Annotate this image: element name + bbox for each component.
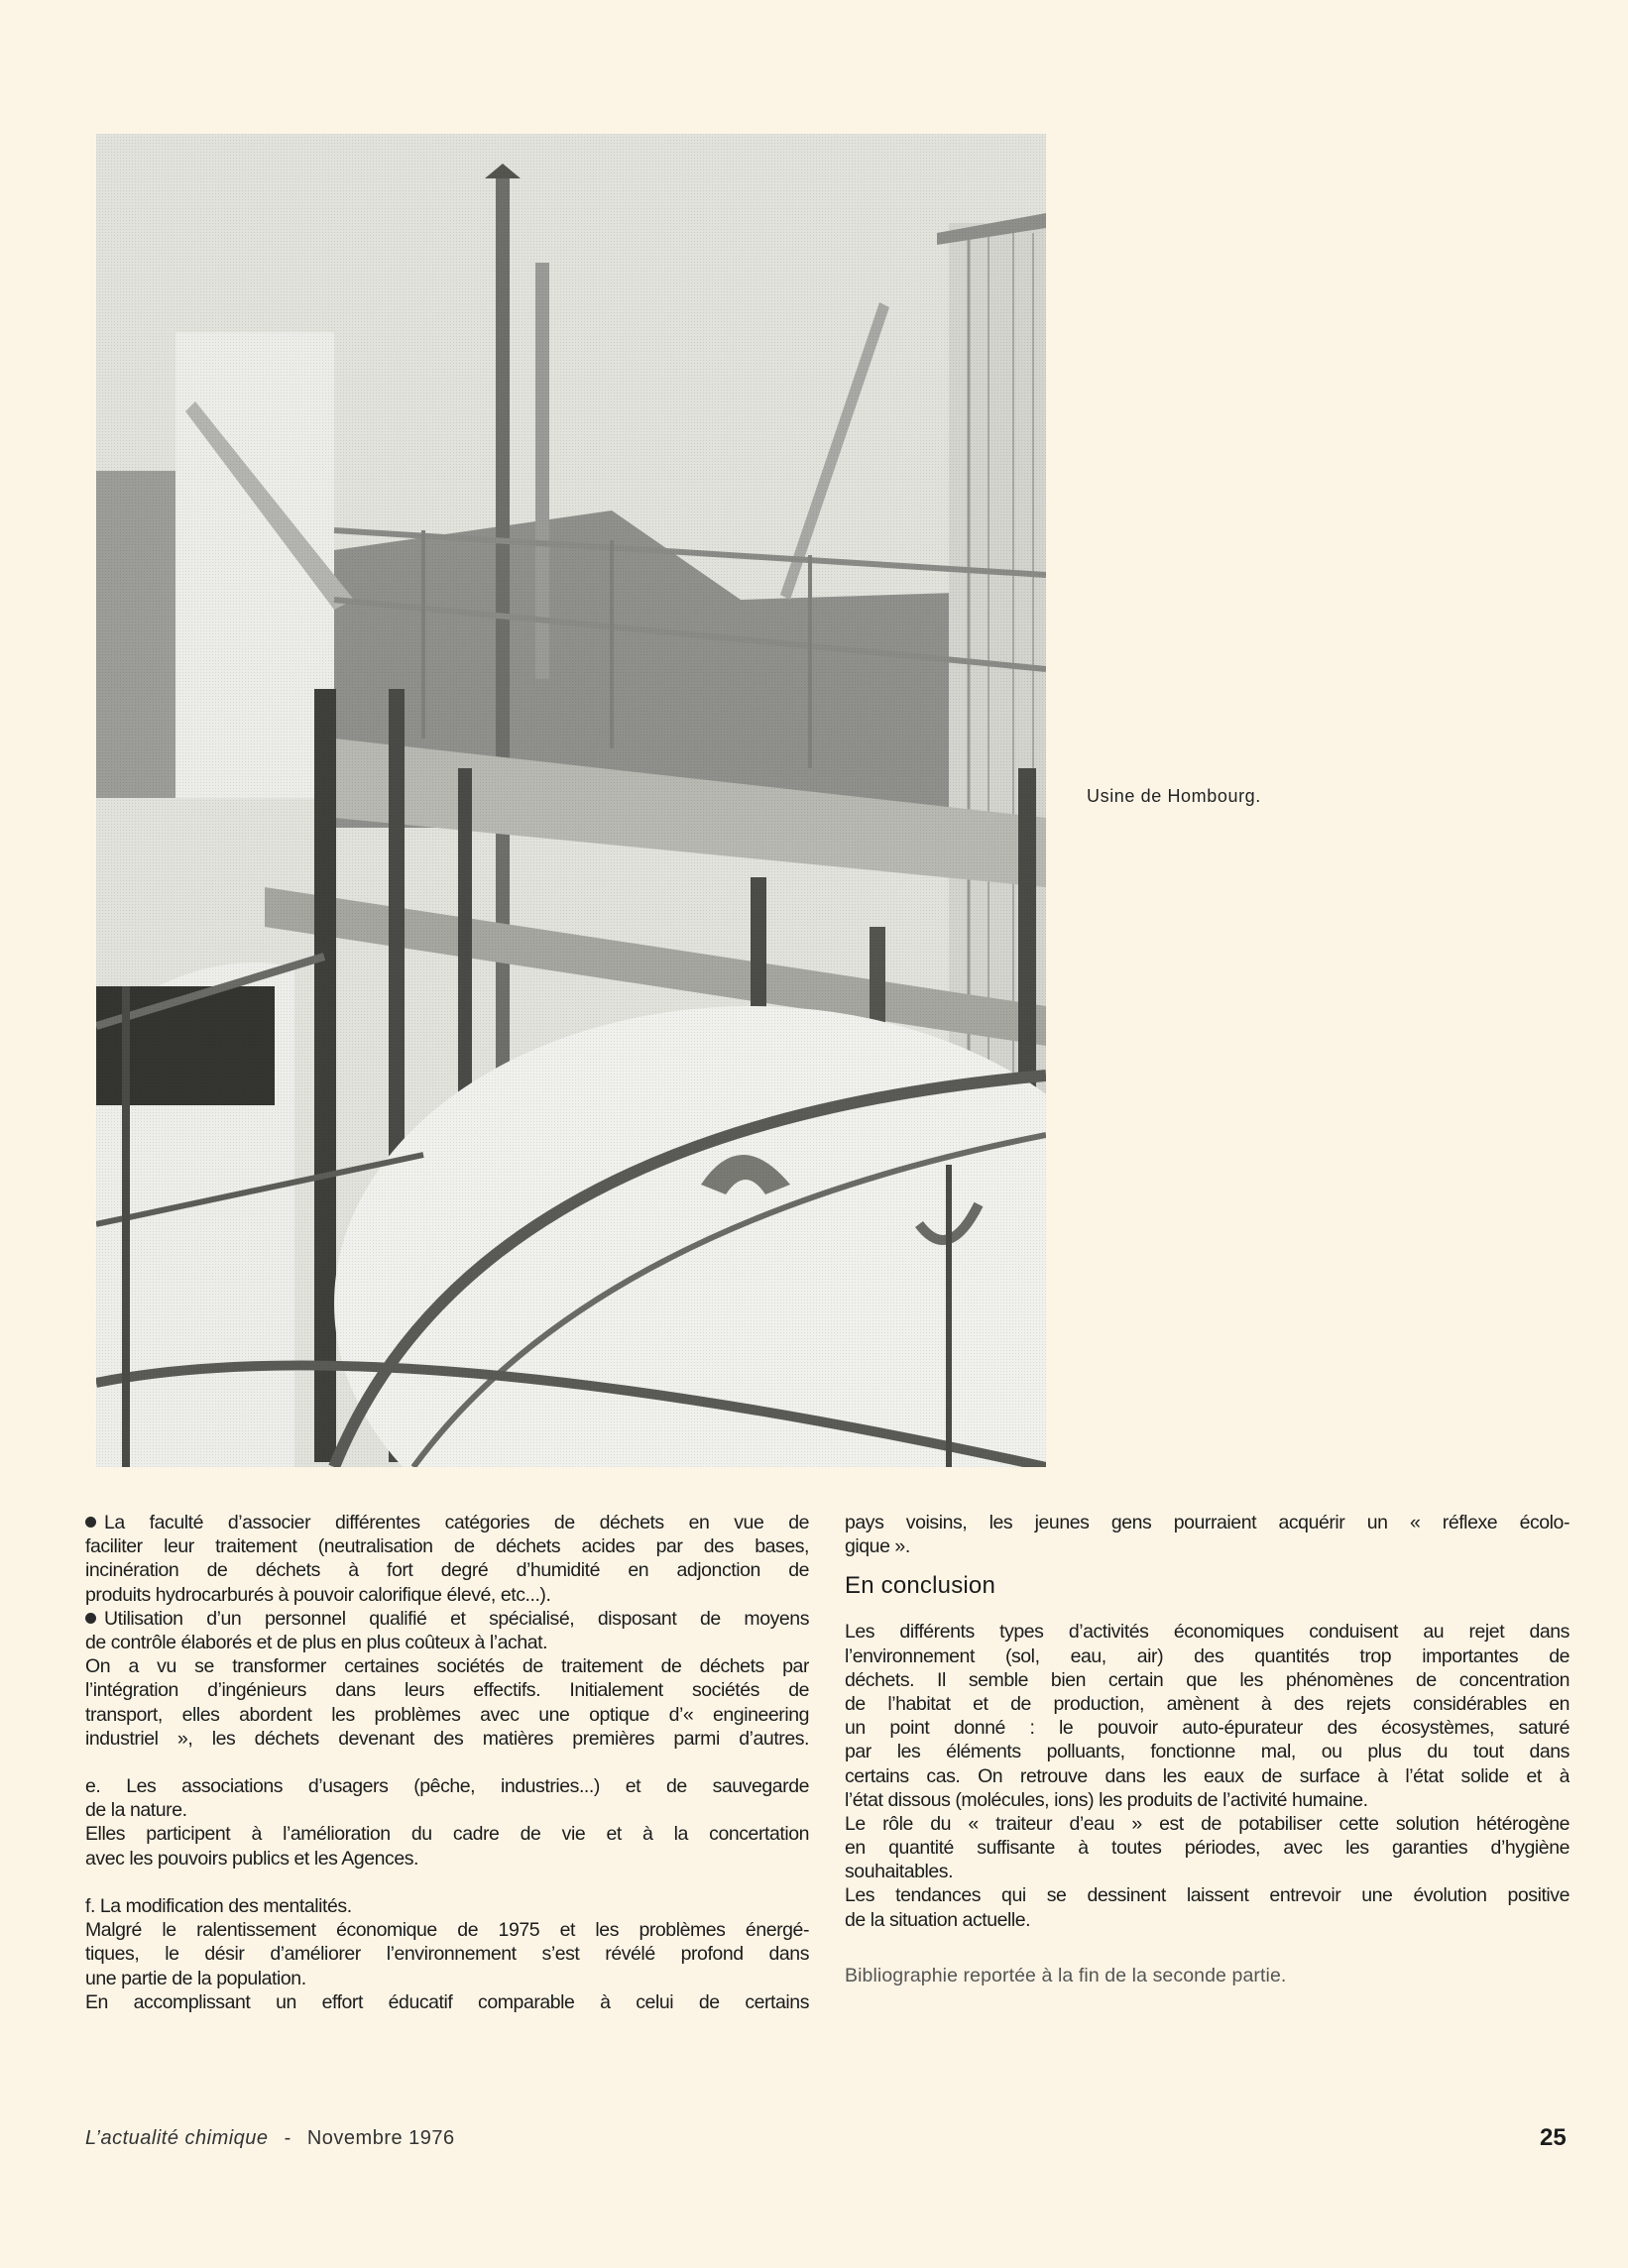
text-line: Utilisation d’un personnel qualifié et spécialisé, disposant de moyens [85,1607,809,1631]
right-column [845,1511,1570,1987]
text-line: l’intégration d’ingénieurs dans leurs effectifs. Initialement sociétés de [85,1679,809,1702]
text-line: l’environnement (sol, eau, air) des quantités trop importantes de [845,1644,1570,1667]
text-line: un point donné : le pouvoir auto-épurateur des écosystèmes, saturé [845,1717,1570,1740]
footer-journal-line [85,2127,455,2150]
text-line: Les différents types d’activités économiques conduisent au rejet dans [845,1621,1570,1644]
text-line: certains cas. On retrouve dans les eaux de surface à l’état solide et à [845,1764,1570,1787]
text-line: e. Les associations d’usagers (pêche, industries...) et de sauvegarde [85,1775,809,1798]
text-line: On a vu se transformer certaines sociétés de traitement de déchets par [85,1655,809,1678]
text-line: de la situation actuelle. [845,1908,1031,1931]
text-line: l’état dissous (molécules, ions) les produits de l’activité humaine. [845,1788,1368,1811]
text-line: de la nature. [85,1799,187,1822]
text-line: tiques, le désir d’améliorer l’environnement s’est révélé profond dans [85,1943,809,1966]
text-line: gique ». [845,1535,910,1558]
text-line: Malgré le ralentissement économique de 1975 et les problèmes énergé- [85,1919,809,1942]
figure-caption: Usine de Hombourg. [1087,786,1261,806]
left-column [85,1511,809,2014]
text-line: Les tendances qui se dessinent laissent entrevoir une évolution positive [845,1884,1570,1907]
text-line: en quantité suffisante à toutes périodes, avec les garanties d’hygiène [845,1837,1570,1860]
page-number: 25 [1540,2124,1567,2151]
factory-photo-illustration [96,134,1046,1467]
bibliography-note: Bibliographie reportée à la fin de la seconde partie. [845,1964,1287,1986]
paragraph-gap [85,1871,809,1894]
section-heading: En conclusion [845,1572,996,1600]
footer-separator: - [284,2127,291,2149]
text-line: f. La modification des mentalités. [85,1895,352,1917]
text-line: déchets. Il semble bien certain que les phénomènes de concentration [845,1668,1570,1691]
text-line: industriel », les déchets devenant des matières premières parmi d’autres. [85,1727,809,1750]
text-line: incinération de déchets à fort degré d’humidité en adjonction de [85,1559,809,1582]
journal-name: L’actualité chimique [85,2127,269,2149]
issue-date: Novembre 1976 [306,2127,455,2149]
text-line: produits hydrocarburés à pouvoir calorifique élevé, etc...). [85,1583,551,1606]
text-line: avec les pouvoirs publics et les Agences. [85,1847,418,1870]
text-line: de contrôle élaborés et de plus en plus coûteux à l’achat. [85,1631,548,1653]
factory-photo [96,134,1046,1467]
text-line: de l’habitat et de production, amènent à des rejets considérables en [845,1692,1570,1715]
text-line: souhaitables. [845,1861,954,1883]
text-line: une partie de la population. [85,1967,306,1989]
paragraph-gap [85,1751,809,1774]
text-line: La faculté d’associer différentes catégories de déchets en vue de [85,1511,809,1534]
text-line: faciliter leur traitement (neutralisation de déchets acides par des bases, [85,1535,809,1558]
text-line: par les éléments polluants, fonctionne mal, ou plus du tout dans [845,1741,1570,1763]
text-line: pays voisins, les jeunes gens pourraient acquérir un « réflexe écolo- [845,1512,1570,1533]
text-line: Elles participent à l’amélioration du cadre de vie et à la concertation [85,1823,809,1846]
text-line: En accomplissant un effort éducatif comparable à celui de certains [85,1990,809,2013]
text-line: transport, elles abordent les problèmes avec une optique d’« engineering [85,1703,809,1726]
text-line: Le rôle du « traiteur d’eau » est de potabiliser cette solution hétérogène [845,1812,1570,1835]
